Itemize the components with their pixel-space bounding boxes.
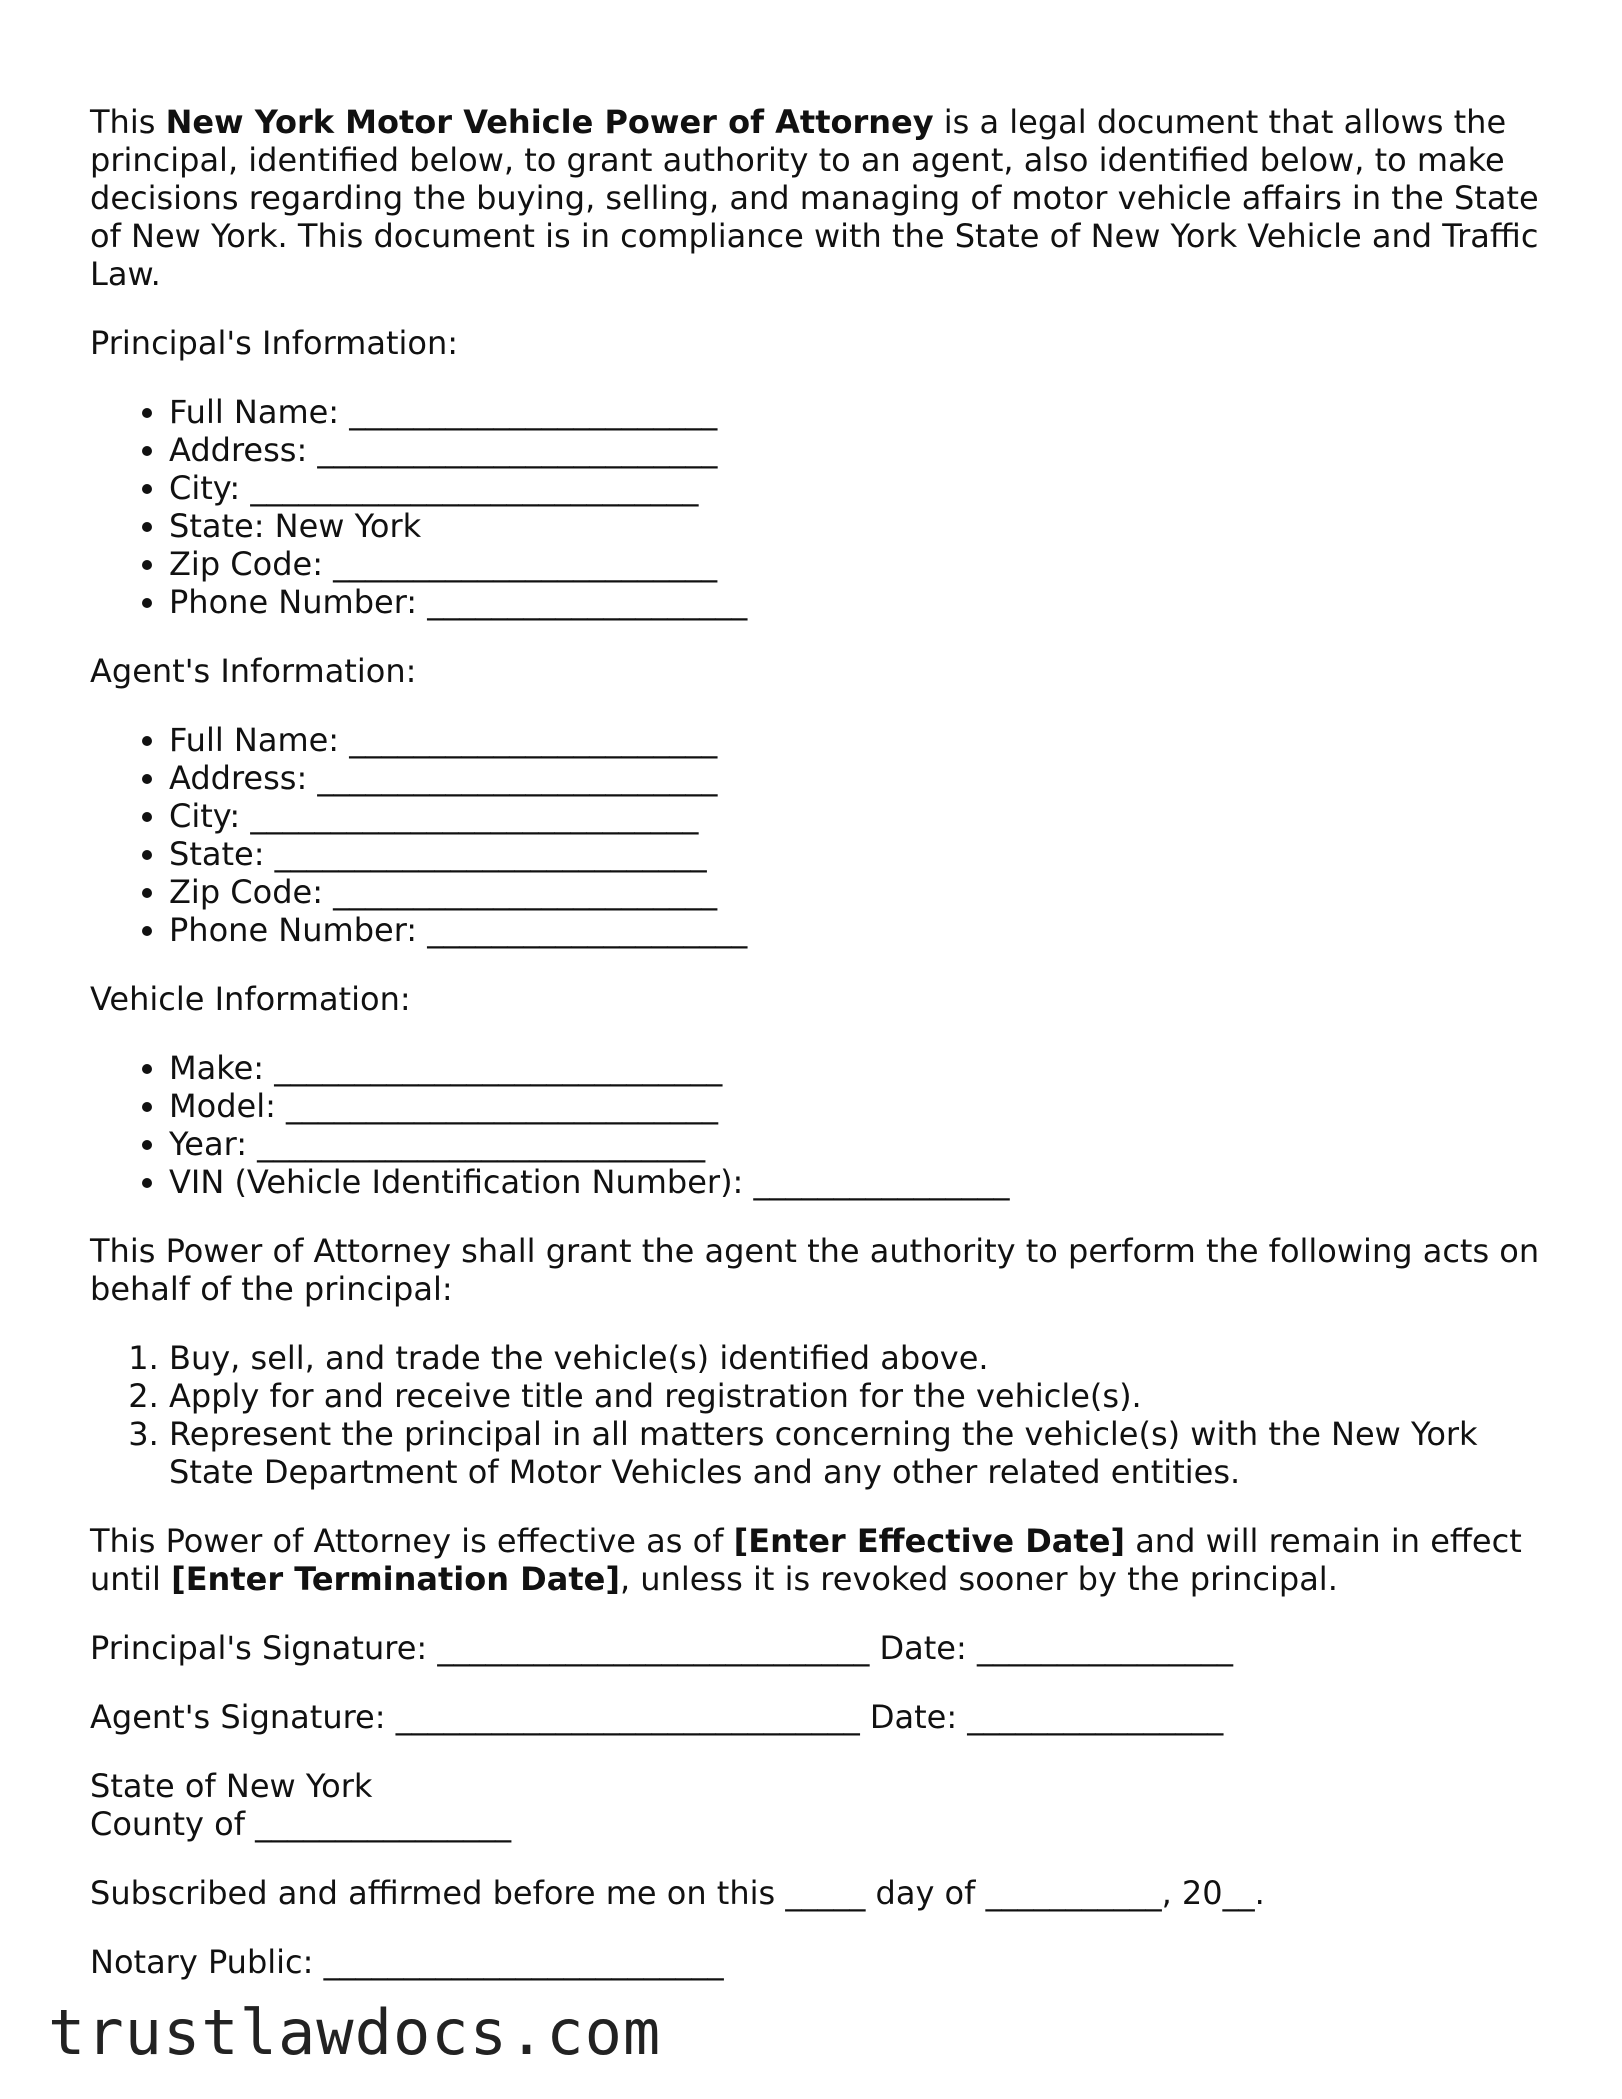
principal-state-field: • State: New York — [169, 507, 1550, 545]
authority-intro: This Power of Attorney shall grant the agent the authority to perform the following acts on behalf of the principal: — [90, 1232, 1540, 1308]
agent-signature-line: Agent's Signature: _____________________________ Date: ________________ — [90, 1698, 1224, 1736]
agent-fields-list — [90, 721, 1550, 949]
principal-city-field: • City: ____________________________ — [169, 469, 1550, 507]
vehicle-model-field: • Model: ___________________________ — [169, 1087, 1550, 1125]
authority-act-item: 3. Represent the principal in all matters concerning the vehicle(s) with the New York State Department of Motor Vehicles and any other related entities. — [169, 1415, 1550, 1491]
vehicle-heading: Vehicle Information: — [90, 980, 411, 1018]
effective-middle: and will remain in effect until — [90, 1522, 1522, 1598]
agent-phone-field: • Phone Number: ____________________ — [169, 911, 1550, 949]
principal-full-name-field: • Full Name: _______________________ — [169, 393, 1550, 431]
notary-county: County of ________________ — [90, 1805, 512, 1843]
effective-paragraph — [90, 1522, 1550, 1598]
principal-address-field: • Address: _________________________ — [169, 431, 1550, 469]
effective-suffix: , unless it is revoked sooner by the principal. — [619, 1560, 1338, 1598]
agent-zip-field: • Zip Code: ________________________ — [169, 873, 1550, 911]
authority-act-item: 2. Apply for and receive title and registration for the vehicle(s). — [169, 1377, 1550, 1415]
vehicle-vin-field: • VIN (Vehicle Identification Number): ________________ — [169, 1163, 1550, 1201]
notary-public-line: Notary Public: _________________________ — [90, 1943, 724, 1981]
agent-city-field: • City: ____________________________ — [169, 797, 1550, 835]
termination-date-placeholder: [Enter Termination Date] — [171, 1560, 620, 1598]
notary-venue — [90, 1767, 1550, 1843]
vehicle-year-field: • Year: ____________________________ — [169, 1125, 1550, 1163]
intro-suffix: is a legal document that allows the principal, identified below, to grant authority to an agent, also identified below, to make decisions regarding the buying, selling, and managing of motor vehicle affairs in the State of New York. This document is in compliance with the State of New York Vehicle and Traffic Law. — [90, 103, 1539, 293]
intro-paragraph — [90, 103, 1550, 293]
principal-fields-list — [90, 393, 1550, 621]
effective-prefix: This Power of Attorney is effective as of — [90, 1522, 734, 1560]
subscribed-line: Subscribed and affirmed before me on this _____ day of ___________, 20__. — [90, 1874, 1265, 1912]
document-title: New York Motor Vehicle Power of Attorney — [165, 103, 934, 141]
principal-zip-field: • Zip Code: ________________________ — [169, 545, 1550, 583]
principal-heading: Principal's Information: — [90, 324, 459, 362]
authority-act-item: 1. Buy, sell, and trade the vehicle(s) identified above. — [169, 1339, 1550, 1377]
principal-signature-line: Principal's Signature: ___________________________ Date: ________________ — [90, 1629, 1233, 1667]
document-page — [90, 103, 1550, 2012]
agent-heading: Agent's Information: — [90, 652, 417, 690]
watermark: trustlawdocs.com — [48, 1996, 662, 2069]
agent-address-field: • Address: _________________________ — [169, 759, 1550, 797]
intro-prefix: This — [90, 103, 166, 141]
vehicle-fields-list — [90, 1049, 1550, 1201]
authority-acts-list — [90, 1339, 1550, 1491]
notary-state: State of New York — [90, 1767, 373, 1805]
vehicle-make-field: • Make: ____________________________ — [169, 1049, 1550, 1087]
principal-phone-field: • Phone Number: ____________________ — [169, 583, 1550, 621]
agent-full-name-field: • Full Name: _______________________ — [169, 721, 1550, 759]
effective-date-placeholder: [Enter Effective Date] — [733, 1522, 1126, 1560]
agent-state-field: • State: ___________________________ — [169, 835, 1550, 873]
